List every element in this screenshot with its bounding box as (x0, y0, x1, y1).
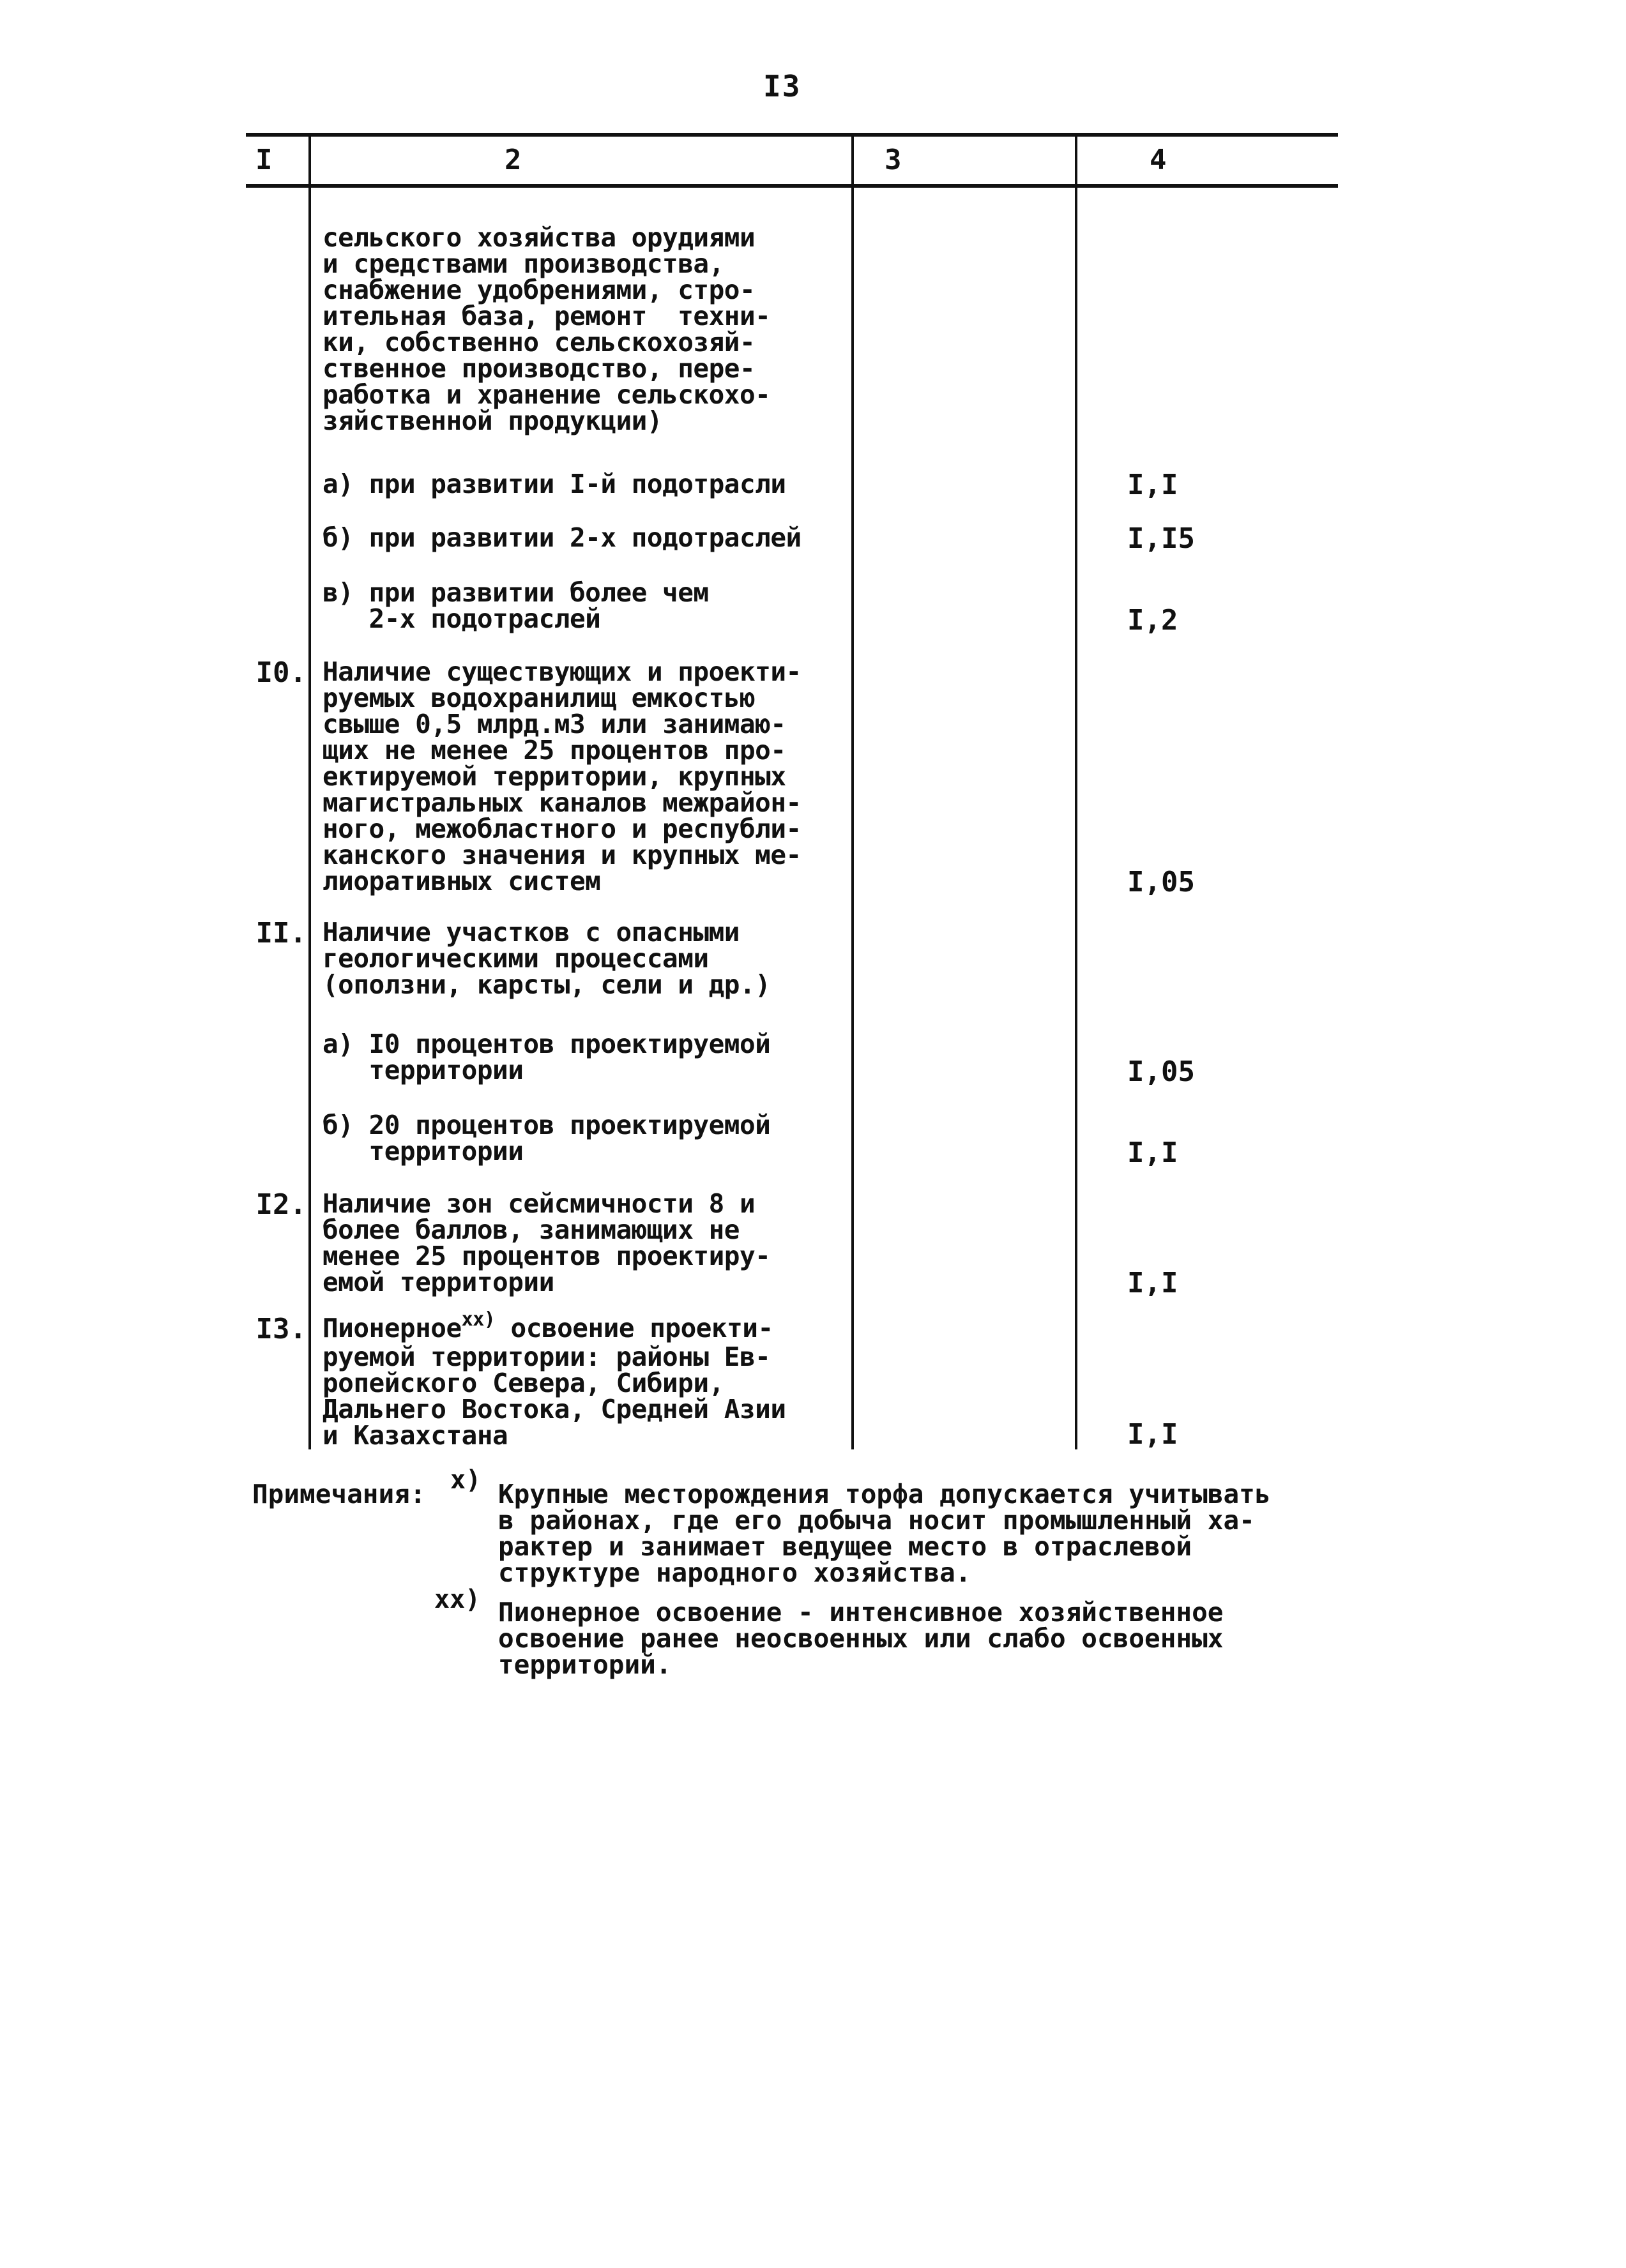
table-row-value: I,I5 (1127, 522, 1195, 555)
table-row-text: б) 20 процентов проектируемой территории (323, 1110, 771, 1167)
notes-label: Примечания: (252, 1479, 426, 1509)
table-row-number: I3. (255, 1313, 307, 1345)
note-text: Крупные месторождения торфа допускается учитывать в районах, где его добыча носит промышленный ха- рактер и занимает ведущее место в отраслевой структуре народного хозяйства. (498, 1479, 1271, 1588)
table-row-value: I,2 (1127, 604, 1178, 637)
table-row-text (323, 1308, 846, 1451)
table-row-value: I,I (1127, 1137, 1178, 1169)
table-row-value: I,05 (1127, 1055, 1195, 1088)
footnote-reference-marker: xx) (461, 1308, 496, 1331)
table-row-text: Наличие зон сейсмичности 8 и более баллов, занимающих не менее 25 процентов проектиру- емой территории (323, 1188, 771, 1297)
column-divider-1 (308, 134, 311, 1449)
table-row-text: в) при развитии более чем 2-х подотраслей (323, 577, 709, 634)
table-row-value: I,I (1127, 1418, 1178, 1451)
table-row-value: I,05 (1127, 866, 1195, 898)
note-marker: xx) (434, 1585, 481, 1614)
table-row-number: I0. (255, 656, 307, 689)
table-row-value: I,I (1127, 1267, 1178, 1299)
note-marker: x) (450, 1465, 482, 1495)
column-divider-2 (851, 134, 854, 1449)
table-top-rule (246, 133, 1338, 137)
table-row-text: б) при развитии 2-х подотраслей (323, 522, 802, 553)
table-row-number: II. (255, 917, 307, 949)
table-row-number: I2. (255, 1188, 307, 1221)
column-header-2: 2 (505, 144, 522, 176)
page-number: I3 (763, 69, 802, 103)
column-header-3: 3 (885, 144, 902, 176)
column-header-4: 4 (1150, 144, 1167, 176)
table-row-text: а) при развитии I-й подотрасли (323, 469, 786, 499)
table-row-text: Наличие участков с опасными геологическими процессами (оползни, карсты, сели и др.) (323, 917, 771, 1000)
footnote-reference-text: Пионерное (323, 1313, 462, 1343)
table-row-text: Наличие существующих и проекти- руемых водохранилищ емкостью свыше 0,5 млрд.м3 или занимаю- щих не менее 25 процентов про- ектируемой территории, крупных магистральных каналов межрайон- ного, межобластного и республи- канского значения и крупных ме- лиоративных систем (323, 656, 802, 896)
table-row-text-continued: освоение проекти- руемой территории: районы Ев- ропейского Севера, Сибири, Дальнего Востока, Средней Азии и Казахстана (323, 1313, 786, 1451)
note-text: Пионерное освоение - интенсивное хозяйственное освоение ранее неосвоенных или слабо освоенных территорий. (498, 1597, 1224, 1680)
table-row-text: сельского хозяйства орудиями и средствами производства, снабжение удобрениями, стро- ительная база, ремонт техни- ки, собственно сельскохозяй- ственное производство, пере- работка и хранение сельскохо- зяйственной продукции) (323, 222, 771, 436)
table-row-value: I,I (1127, 469, 1178, 501)
column-header-1: I (255, 144, 273, 176)
column-divider-3 (1075, 134, 1077, 1449)
table-row-text: а) I0 процентов проектируемой территории (323, 1029, 771, 1085)
table-header-rule (246, 184, 1338, 188)
